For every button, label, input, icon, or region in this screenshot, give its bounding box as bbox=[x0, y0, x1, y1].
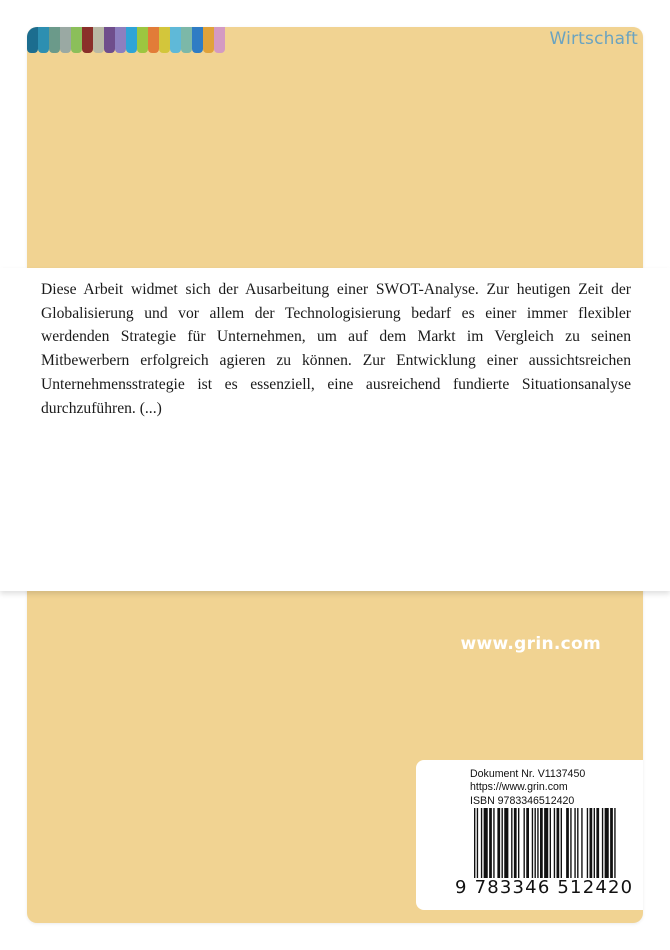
barcode-bar bbox=[481, 808, 482, 878]
color-stripe bbox=[214, 27, 225, 53]
document-url: https://www.grin.com bbox=[470, 781, 568, 794]
barcode-bar bbox=[557, 808, 560, 878]
color-stripe bbox=[159, 27, 170, 53]
barcode-bar bbox=[489, 808, 492, 878]
barcode-bar bbox=[561, 808, 562, 878]
barcode-image bbox=[473, 808, 618, 878]
barcode-bar bbox=[535, 808, 536, 878]
barcode-bar bbox=[574, 808, 575, 878]
barcode-bar bbox=[554, 808, 555, 878]
barcode-bar bbox=[524, 808, 525, 878]
barcode-bar bbox=[596, 808, 599, 878]
barcode-bar bbox=[581, 808, 582, 878]
barcode-bar bbox=[511, 808, 512, 878]
color-stripe bbox=[137, 27, 148, 53]
barcode-bar bbox=[614, 808, 615, 878]
document-meta bbox=[470, 768, 585, 808]
abstract-panel bbox=[0, 268, 670, 591]
color-stripe bbox=[104, 27, 115, 53]
barcode-bar bbox=[540, 808, 543, 878]
color-stripe bbox=[126, 27, 137, 53]
category-label: Wirtschaft bbox=[549, 29, 638, 49]
color-stripe bbox=[38, 27, 49, 53]
color-stripe bbox=[71, 27, 82, 53]
barcode-bar bbox=[566, 808, 569, 878]
barcode-bar bbox=[537, 808, 538, 878]
isbn-digits: 9 783346 512420 bbox=[455, 877, 634, 898]
barcode-bar bbox=[477, 808, 478, 878]
barcode-bar bbox=[526, 808, 529, 878]
color-stripe bbox=[49, 27, 60, 53]
document-number: Dokument Nr. V1137450 bbox=[470, 768, 586, 780]
barcode-bar bbox=[484, 808, 488, 878]
color-stripe bbox=[148, 27, 159, 53]
barcode-bar bbox=[493, 808, 494, 878]
barcode-bar bbox=[504, 808, 508, 878]
barcode-bar bbox=[590, 808, 593, 878]
barcode-bar bbox=[514, 808, 517, 878]
barcode-bar bbox=[532, 808, 533, 878]
color-stripe bbox=[192, 27, 203, 53]
barcode-bar bbox=[474, 808, 475, 878]
isbn-label: ISBN 9783346512420 bbox=[470, 794, 575, 807]
barcode-bar bbox=[602, 808, 603, 878]
barcode-bar bbox=[544, 808, 548, 878]
color-stripe bbox=[27, 27, 38, 53]
color-stripe bbox=[93, 27, 104, 53]
color-stripe bbox=[115, 27, 126, 53]
barcode-bar bbox=[605, 808, 609, 878]
color-stripes bbox=[27, 27, 225, 53]
website-url: www.grin.com bbox=[460, 634, 601, 654]
color-stripe bbox=[60, 27, 71, 53]
barcode-bar bbox=[502, 808, 503, 878]
color-stripe bbox=[181, 27, 192, 53]
abstract-text: Diese Arbeit widmet sich der Ausarbeitung einer SWOT-Analyse. Zur heutigen Zeit der Globalisierung und vor allem der Technologisierung bedarf es einer immer flexibler werdenden Strategie für Unternehmen, um auf dem Markt im Vergleich zu seinen Mitbewerbern erfolgreich agieren zu können. Zur Entwicklung einer aussichtsreichen Unternehmensstrategie ist es essenziell, eine ausreichend fundierte Situationsanalyse durchzuführen. (...) bbox=[41, 281, 631, 417]
color-stripe bbox=[170, 27, 181, 53]
color-stripe bbox=[82, 27, 93, 53]
barcode-bar bbox=[570, 808, 571, 878]
barcode-bar bbox=[518, 808, 519, 878]
barcode-bar bbox=[610, 808, 613, 878]
barcode-bar bbox=[594, 808, 595, 878]
barcode-bar bbox=[550, 808, 551, 878]
barcode-bar bbox=[577, 808, 578, 878]
barcode-bar bbox=[497, 808, 500, 878]
color-stripe bbox=[203, 27, 214, 53]
barcode-bar bbox=[587, 808, 588, 878]
